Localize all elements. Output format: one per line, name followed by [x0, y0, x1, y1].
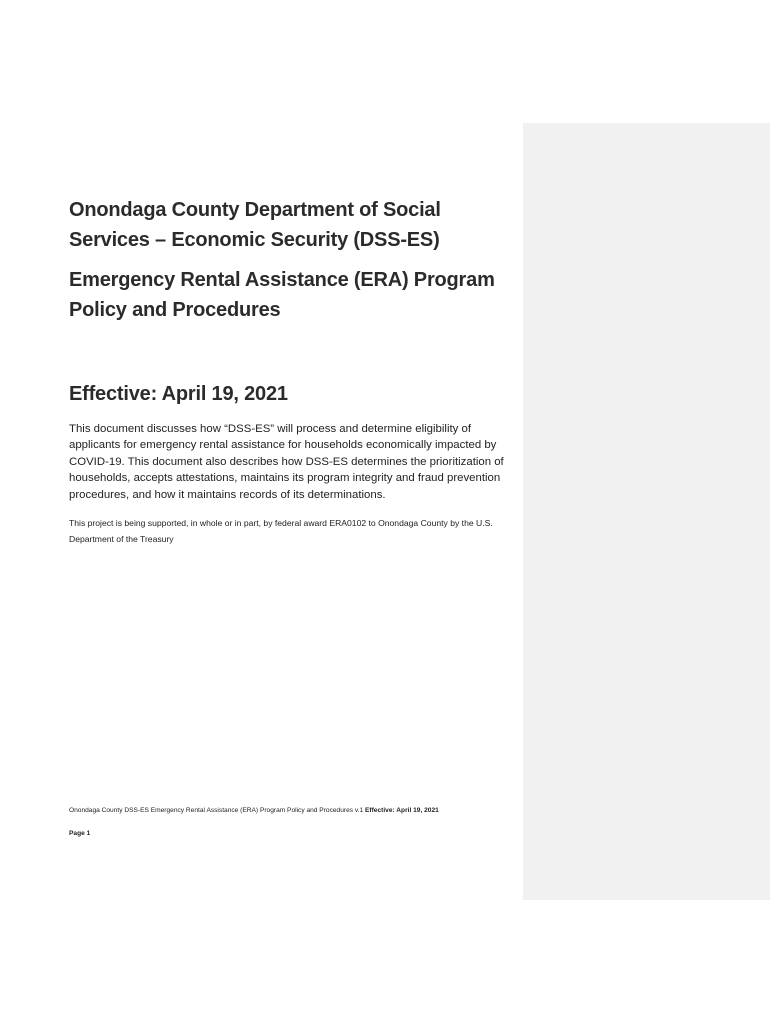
page-footer	[69, 806, 519, 816]
intro-paragraph: This document discusses how “DSS-ES” will process and determine eligibility of applicants for emergency rental assistance for households economically impacted by COVID-19. This document also describes how DSS-ES determines the prioritization of households, accepts attestations, maintains its program integrity and fraud prevention procedures, and how it maintains records of its determinations.	[69, 423, 504, 501]
document-title-program: Emergency Rental Assistance (ERA) Program Policy and Procedures	[69, 269, 495, 321]
effective-date-heading: Effective: April 19, 2021	[69, 383, 288, 405]
funding-note: This project is being supported, in whole or in part, by federal award ERA0102 to Onondaga County by the U.S. Department of the Treasury	[69, 518, 493, 544]
footer-effective-date: Effective: April 19, 2021	[365, 807, 439, 814]
comment-margin-panel	[523, 123, 770, 900]
document-title-organization: Onondaga County Department of Social Services – Economic Security (DSS-ES)	[69, 199, 441, 251]
footer-doc-title: Onondaga County DSS-ES Emergency Rental Assistance (ERA) Program Policy and Procedures v.1	[69, 807, 364, 814]
page-number: Page 1	[69, 830, 91, 837]
